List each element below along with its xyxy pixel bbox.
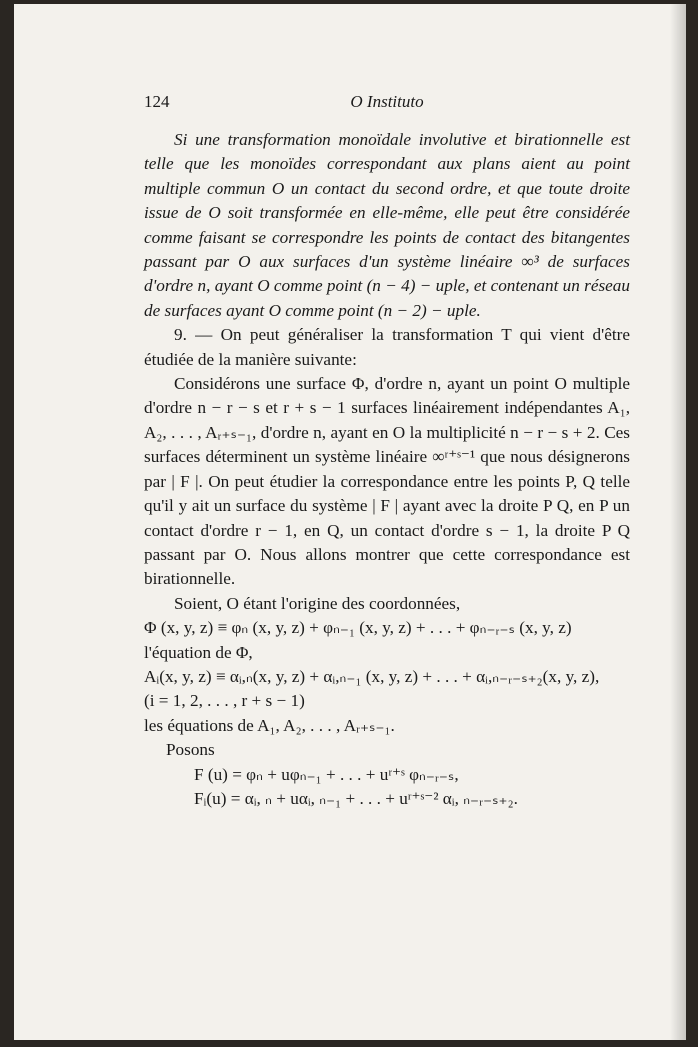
running-title: O Instituto	[350, 92, 424, 111]
soient-paragraph: Soient, O étant l'origine des coordonnées,	[174, 593, 461, 613]
page-number: 124	[144, 92, 170, 111]
book-page	[14, 4, 686, 1040]
posons-line: Posons	[166, 740, 215, 760]
page-edge-shadow	[670, 4, 686, 1040]
index-range: (i = 1, 2, . . . , r + s − 1)	[144, 691, 305, 711]
considerons-paragraph: Considérons une surface Φ, d'ordre n, ayant un point O multiple d'ordre n − r − s et r + s − 1 surfaces linéairement indépendantes A₁, A₂, . . . , Aᵣ₊ₛ₋₁, d'ordre n, ayant en O la multiplicité n − r − s + 2. Ces surfaces déterminent un système linéaire ∞ʳ⁺ˢ⁻¹ que nous désignerons par | F |. On peut étudier la correspondance entre les points P, Q telle qu'il y ait un surface du système | F | ayant avec la droite P Q, en P un contact d'ordre r − 1, en Q, un contact d'ordre s − 1, la droite P Q passant par O. Nous allons montrer que cette correspondance est birationnelle.	[144, 374, 630, 589]
les-equations-line: les équations de A₁, A₂, . . . , Aᵣ₊ₛ₋₁.	[144, 715, 395, 735]
formula-a-i: Aᵢ(x, y, z) ≡ αᵢ,ₙ(x, y, z) + αᵢ,ₙ₋₁ (x, y, z) + . . . + αᵢ,ₙ₋ᵣ₋ₛ₊₂(x, y, z),	[144, 666, 600, 686]
section-9-paragraph: 9. — On peut généraliser la transformation T qui vient d'être étudiée de la manière suivante:	[144, 325, 630, 369]
formula-f-i-u: Fᵢ(u) = αᵢ, ₙ + uαᵢ, ₙ₋₁ + . . . + uʳ⁺ˢ⁻² αᵢ, ₙ₋ᵣ₋ₛ₊₂.	[194, 788, 518, 808]
main-text	[144, 128, 630, 811]
page-header	[144, 92, 630, 116]
equation-de-phi-line: l'équation de Φ,	[144, 642, 253, 662]
formula-phi: Φ (x, y, z) ≡ φₙ (x, y, z) + φₙ₋₁ (x, y, z) + . . . + φₙ₋ᵣ₋ₛ (x, y, z)	[144, 618, 572, 638]
formula-f-u: F (u) = φₙ + uφₙ₋₁ + . . . + uʳ⁺ˢ φₙ₋ᵣ₋ₛ,	[194, 764, 459, 784]
theorem-paragraph: Si une transformation monoïdale involutive et birationnelle est telle que les monoïdes correspondant aux plans aient au point multiple commun O un contact du second ordre, et que toute droite issue de O soit transformée en elle-même, elle peut être considérée comme faisant se correspondre les points de contact des bitangentes passant par O aux surfaces d'un système linéaire ∞³ de surfaces d'ordre n, ayant O comme point (n − 4) − uple, et contenant un réseau de surfaces ayant O comme point (n − 2) − uple.	[144, 130, 630, 320]
